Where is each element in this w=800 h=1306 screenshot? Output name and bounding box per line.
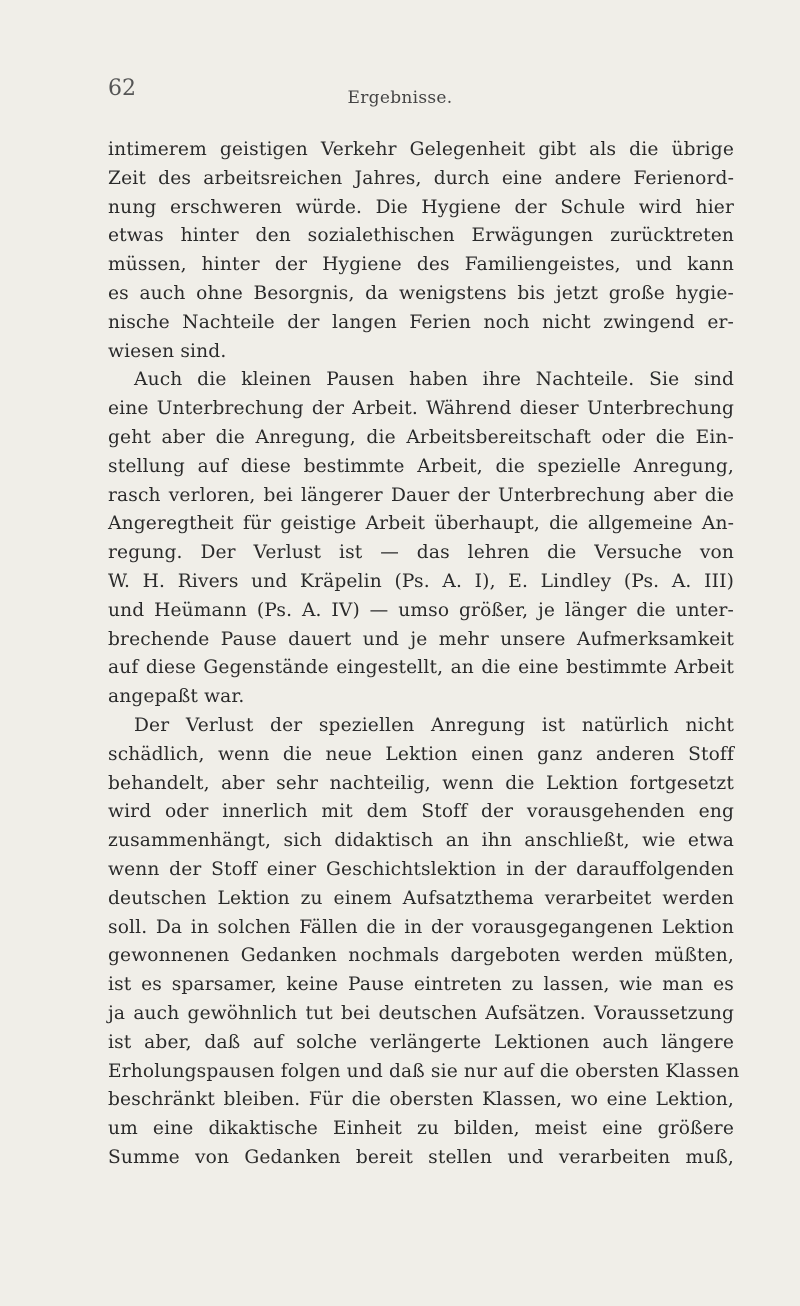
text-line: brechende Pause dauert und je mehr unsere Aufmerksamkeit (108, 628, 734, 650)
text-line: nung erschweren würde. Die Hygiene der Schule wird hier (108, 196, 734, 218)
text-line: etwas hinter den sozialethischen Erwägungen zurücktreten (108, 225, 734, 247)
text-line: schädlich, wenn die neue Lektion einen ganz anderen Stoff (108, 743, 734, 765)
text-line: Zeit des arbeitsreichen Jahres, durch eine andere Ferienord- (108, 167, 734, 189)
text-line: Auch die kleinen Pausen haben ihre Nachteile. Sie sind (134, 369, 734, 391)
text-line: nische Nachteile der langen Ferien noch nicht zwingend er- (108, 311, 734, 333)
text-line: eine Unterbrechung der Arbeit. Während dieser Unterbrechung (108, 398, 734, 420)
text-line: ist aber, daß auf solche verlängerte Lektionen auch längere (108, 1031, 734, 1053)
text-line: geht aber die Anregung, die Arbeitsbereitschaft oder die Ein- (108, 426, 734, 448)
text-line: müssen, hinter der Hygiene des Familiengeistes, und kann (108, 254, 734, 276)
text-line: ist es sparsamer, keine Pause eintreten zu lassen, wie man es (108, 974, 734, 996)
text-line: wird oder innerlich mit dem Stoff der vorausgehenden eng (108, 801, 734, 823)
text-line: zusammenhängt, sich didaktisch an ihn anschließt, wie etwa (108, 830, 734, 852)
text-line: deutschen Lektion zu einem Aufsatzthema verarbeitet werden (108, 887, 734, 909)
text-line: und Heümann (Ps. A. IV) — umso größer, je länger die unter- (108, 599, 734, 621)
text-line: regung. Der Verlust ist — das lehren die Versuche von (108, 542, 734, 564)
text-line: angepaßt war. (108, 686, 245, 708)
text-line: Angeregtheit für geistige Arbeit überhaupt, die allgemeine An- (108, 513, 734, 535)
text-line: ja auch gewöhnlich tut bei deutschen Aufsätzen. Voraussetzung (108, 1002, 734, 1024)
text-line: beschränkt bleiben. Für die obersten Klassen, wo eine Lektion, (108, 1089, 734, 1111)
text-line: gewonnenen Gedanken nochmals dargeboten werden müßten, (108, 945, 734, 967)
text-line: W. H. Rivers und Kräpelin (Ps. A. I), E. Lindley (Ps. A. III) (108, 570, 734, 592)
body-text (108, 136, 740, 1173)
running-head: Ergebnisse. (347, 88, 453, 108)
text-line: stellung auf diese bestimmte Arbeit, die spezielle Anregung, (108, 455, 734, 477)
text-line: wiesen sind. (108, 340, 227, 362)
text-line: um eine dikaktische Einheit zu bilden, meist eine größere (108, 1118, 734, 1140)
text-line: rasch verloren, bei längerer Dauer der Unterbrechung aber die (108, 484, 734, 506)
text-line: behandelt, aber sehr nachteilig, wenn die Lektion fortgesetzt (108, 772, 734, 794)
text-line: intimerem geistigen Verkehr Gelegenheit gibt als die übrige (108, 139, 734, 160)
page-number: 62 (108, 76, 136, 101)
text-line: es auch ohne Besorgnis, da wenigstens bis jetzt große hygie- (108, 282, 734, 304)
text-line: wenn der Stoff einer Geschichtslektion in der darauffolgenden (108, 858, 734, 880)
text-line: Der Verlust der speziellen Anregung ist natürlich nicht (134, 714, 734, 736)
text-line: soll. Da in solchen Fällen die in der vorausgegangenen Lektion (108, 916, 734, 938)
text-line: Summe von Gedanken bereit stellen und verarbeiten muß, (108, 1146, 734, 1168)
text-line: auf diese Gegenstände eingestellt, an die eine bestimmte Arbeit (108, 657, 734, 679)
text-line: Erholungspausen folgen und daß sie nur auf die obersten Klassen (108, 1060, 740, 1082)
